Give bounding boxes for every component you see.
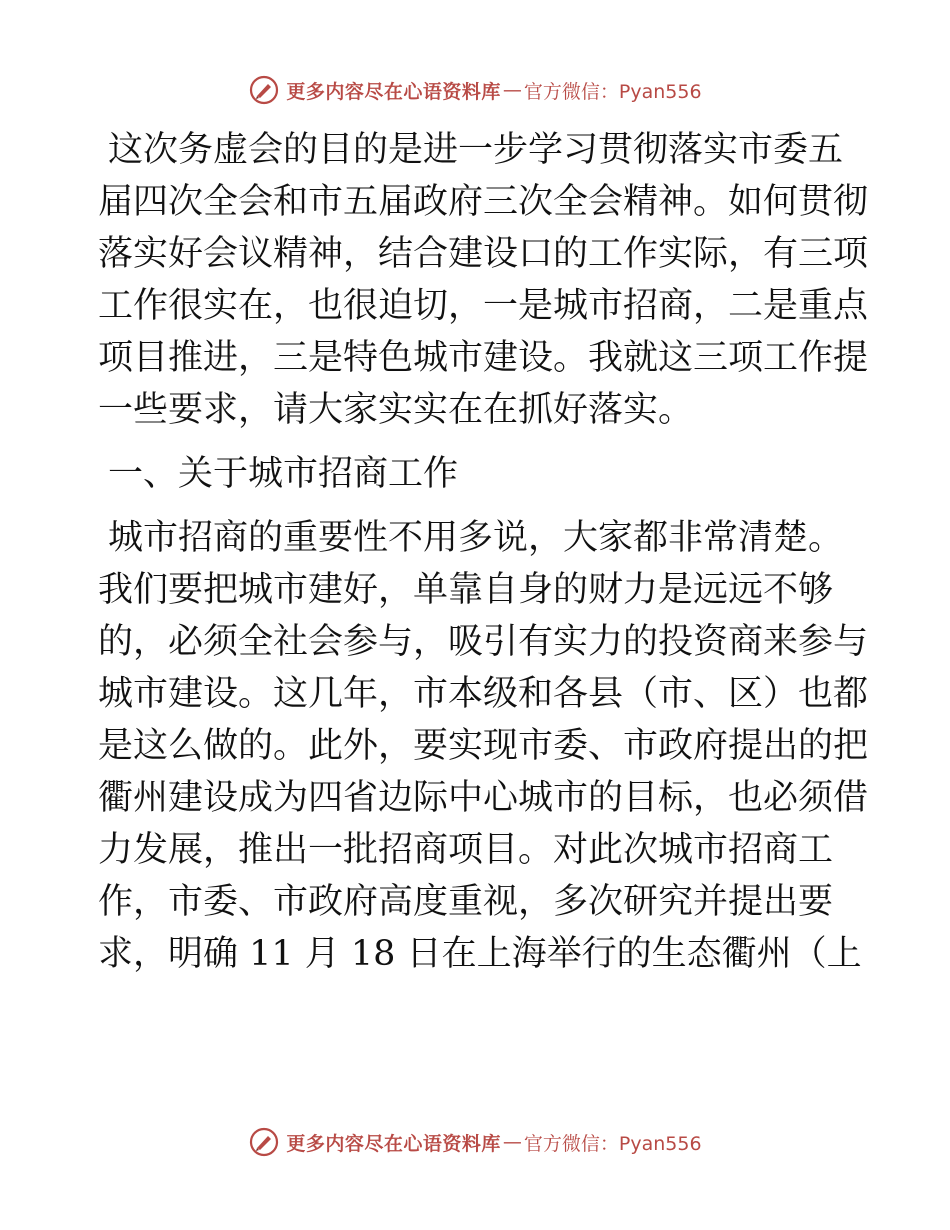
paragraph-spacer — [98, 436, 854, 448]
pen-logo-icon — [248, 74, 280, 106]
text-line: 落实好会议精神，结合建设口的工作实际，有三项 — [98, 234, 869, 274]
header-wechat-text: 官方微信：Pyan556 — [523, 80, 702, 103]
footer-banner — [0, 1122, 950, 1162]
text-line: 是这么做的。此外，要实现市委、市政府提出的把 — [98, 726, 869, 766]
section-heading: 一、关于城市招商工作 — [108, 454, 459, 494]
paragraph-spacer — [98, 500, 854, 512]
text-line: 城市建设。这几年，市本级和各县（市、区）也都 — [98, 674, 869, 714]
header-separator: — — [502, 79, 522, 101]
document-body — [98, 124, 869, 980]
text-line: 求，明确 11 月 18 日在上海举行的生态衢州（上 — [98, 934, 862, 974]
text-line: 力发展，推出一批招商项目。对此次城市招商工 — [98, 830, 834, 870]
text-line: 一些要求，请大家实实在在抓好落实。 — [98, 390, 694, 430]
header-banner — [0, 70, 950, 110]
text-line: 的，必须全社会参与，吸引有实力的投资商来参与 — [98, 622, 869, 662]
paragraph-1 — [98, 124, 869, 436]
footer-separator: — — [502, 1131, 522, 1153]
text-line: 届四次全会和市五届政府三次全会精神。如何贯彻 — [98, 182, 869, 222]
text-line: 项目推进，三是特色城市建设。我就这三项工作提 — [98, 338, 869, 378]
paragraph-2 — [98, 512, 869, 980]
footer-brand-text: 更多内容尽在心语资料库 — [286, 1132, 501, 1155]
footer-wechat-text: 官方微信：Pyan556 — [523, 1132, 702, 1155]
text-line: 这次务虚会的目的是进一步学习贯彻落实市委五 — [108, 130, 844, 170]
text-line: 作，市委、市政府高度重视，多次研究并提出要 — [98, 882, 834, 922]
text-line: 工作很实在，也很迫切，一是城市招商，二是重点 — [98, 286, 869, 326]
header-brand-text: 更多内容尽在心语资料库 — [286, 80, 501, 103]
text-line: 城市招商的重要性不用多说，大家都非常清楚。 — [108, 518, 844, 558]
pen-logo-icon — [248, 1126, 280, 1158]
text-line: 我们要把城市建好，单靠自身的财力是远远不够 — [98, 570, 834, 610]
text-line: 衢州建设成为四省边际中心城市的目标，也必须借 — [98, 778, 869, 818]
